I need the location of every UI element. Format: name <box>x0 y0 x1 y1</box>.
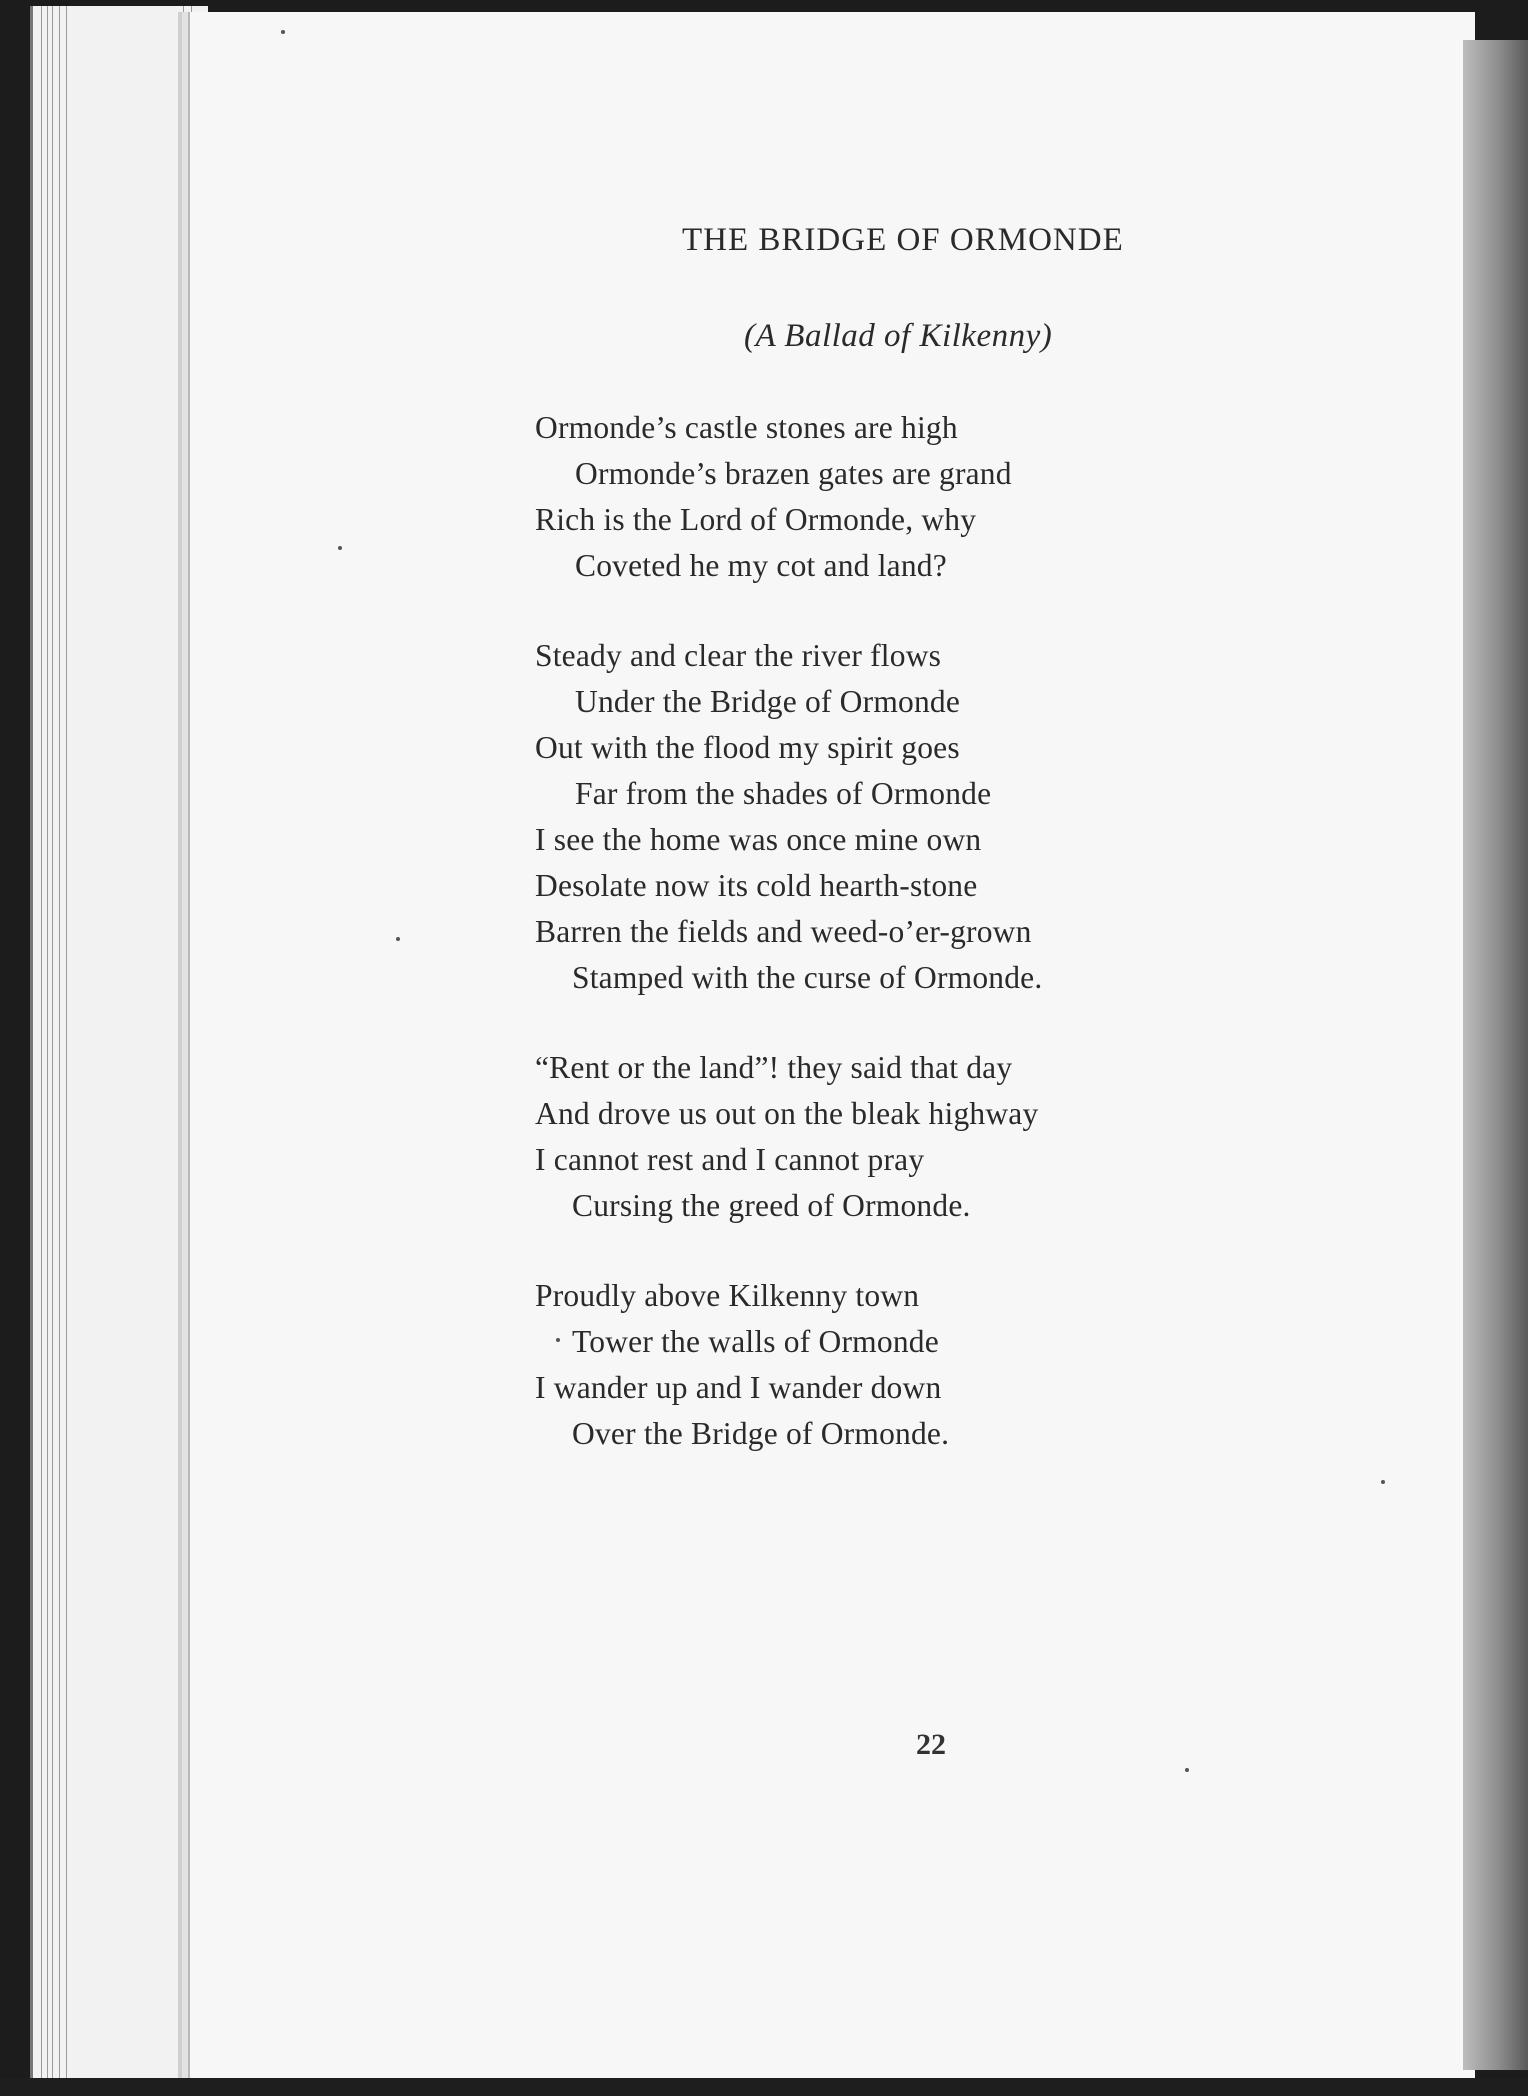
poem-line: Over the Bridge of Ormonde. <box>572 1416 950 1451</box>
poem-line: I wander up and I wander down <box>535 1370 942 1405</box>
poem-line: Far from the shades of Ormonde <box>575 776 992 811</box>
scan-speck <box>556 1338 560 1342</box>
poem-line: Steady and clear the river flows <box>535 638 942 673</box>
poem-line: I see the home was once mine own <box>535 822 982 857</box>
scan-speck <box>281 30 285 34</box>
stacked-page-edges <box>30 6 208 2084</box>
poem-title: THE BRIDGE OF ORMONDE <box>682 222 1124 258</box>
poem-line: Ormonde’s brazen gates are grand <box>575 456 1012 491</box>
poem-line: Desolate now its cold hearth-stone <box>535 868 978 903</box>
scan-speck <box>338 546 342 550</box>
scan-border <box>0 2078 1528 2096</box>
poem-line: “Rent or the land”! they said that day <box>535 1050 1013 1085</box>
scan-speck <box>1185 1768 1189 1772</box>
poem-line: Barren the fields and weed-o’er-grown <box>535 914 1032 949</box>
poem-line: Out with the flood my spirit goes <box>535 730 960 765</box>
poem-line: Tower the walls of Ormonde <box>572 1324 939 1359</box>
scan-speck <box>1381 1480 1385 1484</box>
poem-line: Proudly above Kilkenny town <box>535 1278 920 1313</box>
page-curl-shadow <box>1463 40 1528 2070</box>
poem-line: Cursing the greed of Ormonde. <box>572 1188 971 1223</box>
poem-line: Ormonde’s castle stones are high <box>535 410 958 445</box>
poem-line: And drove us out on the bleak highway <box>535 1096 1039 1131</box>
poem-line: Under the Bridge of Ormonde <box>575 684 961 719</box>
scan-speck <box>396 937 400 941</box>
page-number: 22 <box>916 1728 946 1761</box>
poem-subtitle: (A Ballad of Kilkenny) <box>744 318 1053 354</box>
poem-line: Coveted he my cot and land? <box>575 548 947 583</box>
poem-line: Stamped with the curse of Ormonde. <box>572 960 1043 995</box>
poem-line: I cannot rest and I cannot pray <box>535 1142 925 1177</box>
poem-line: Rich is the Lord of Ormonde, why <box>535 502 977 537</box>
